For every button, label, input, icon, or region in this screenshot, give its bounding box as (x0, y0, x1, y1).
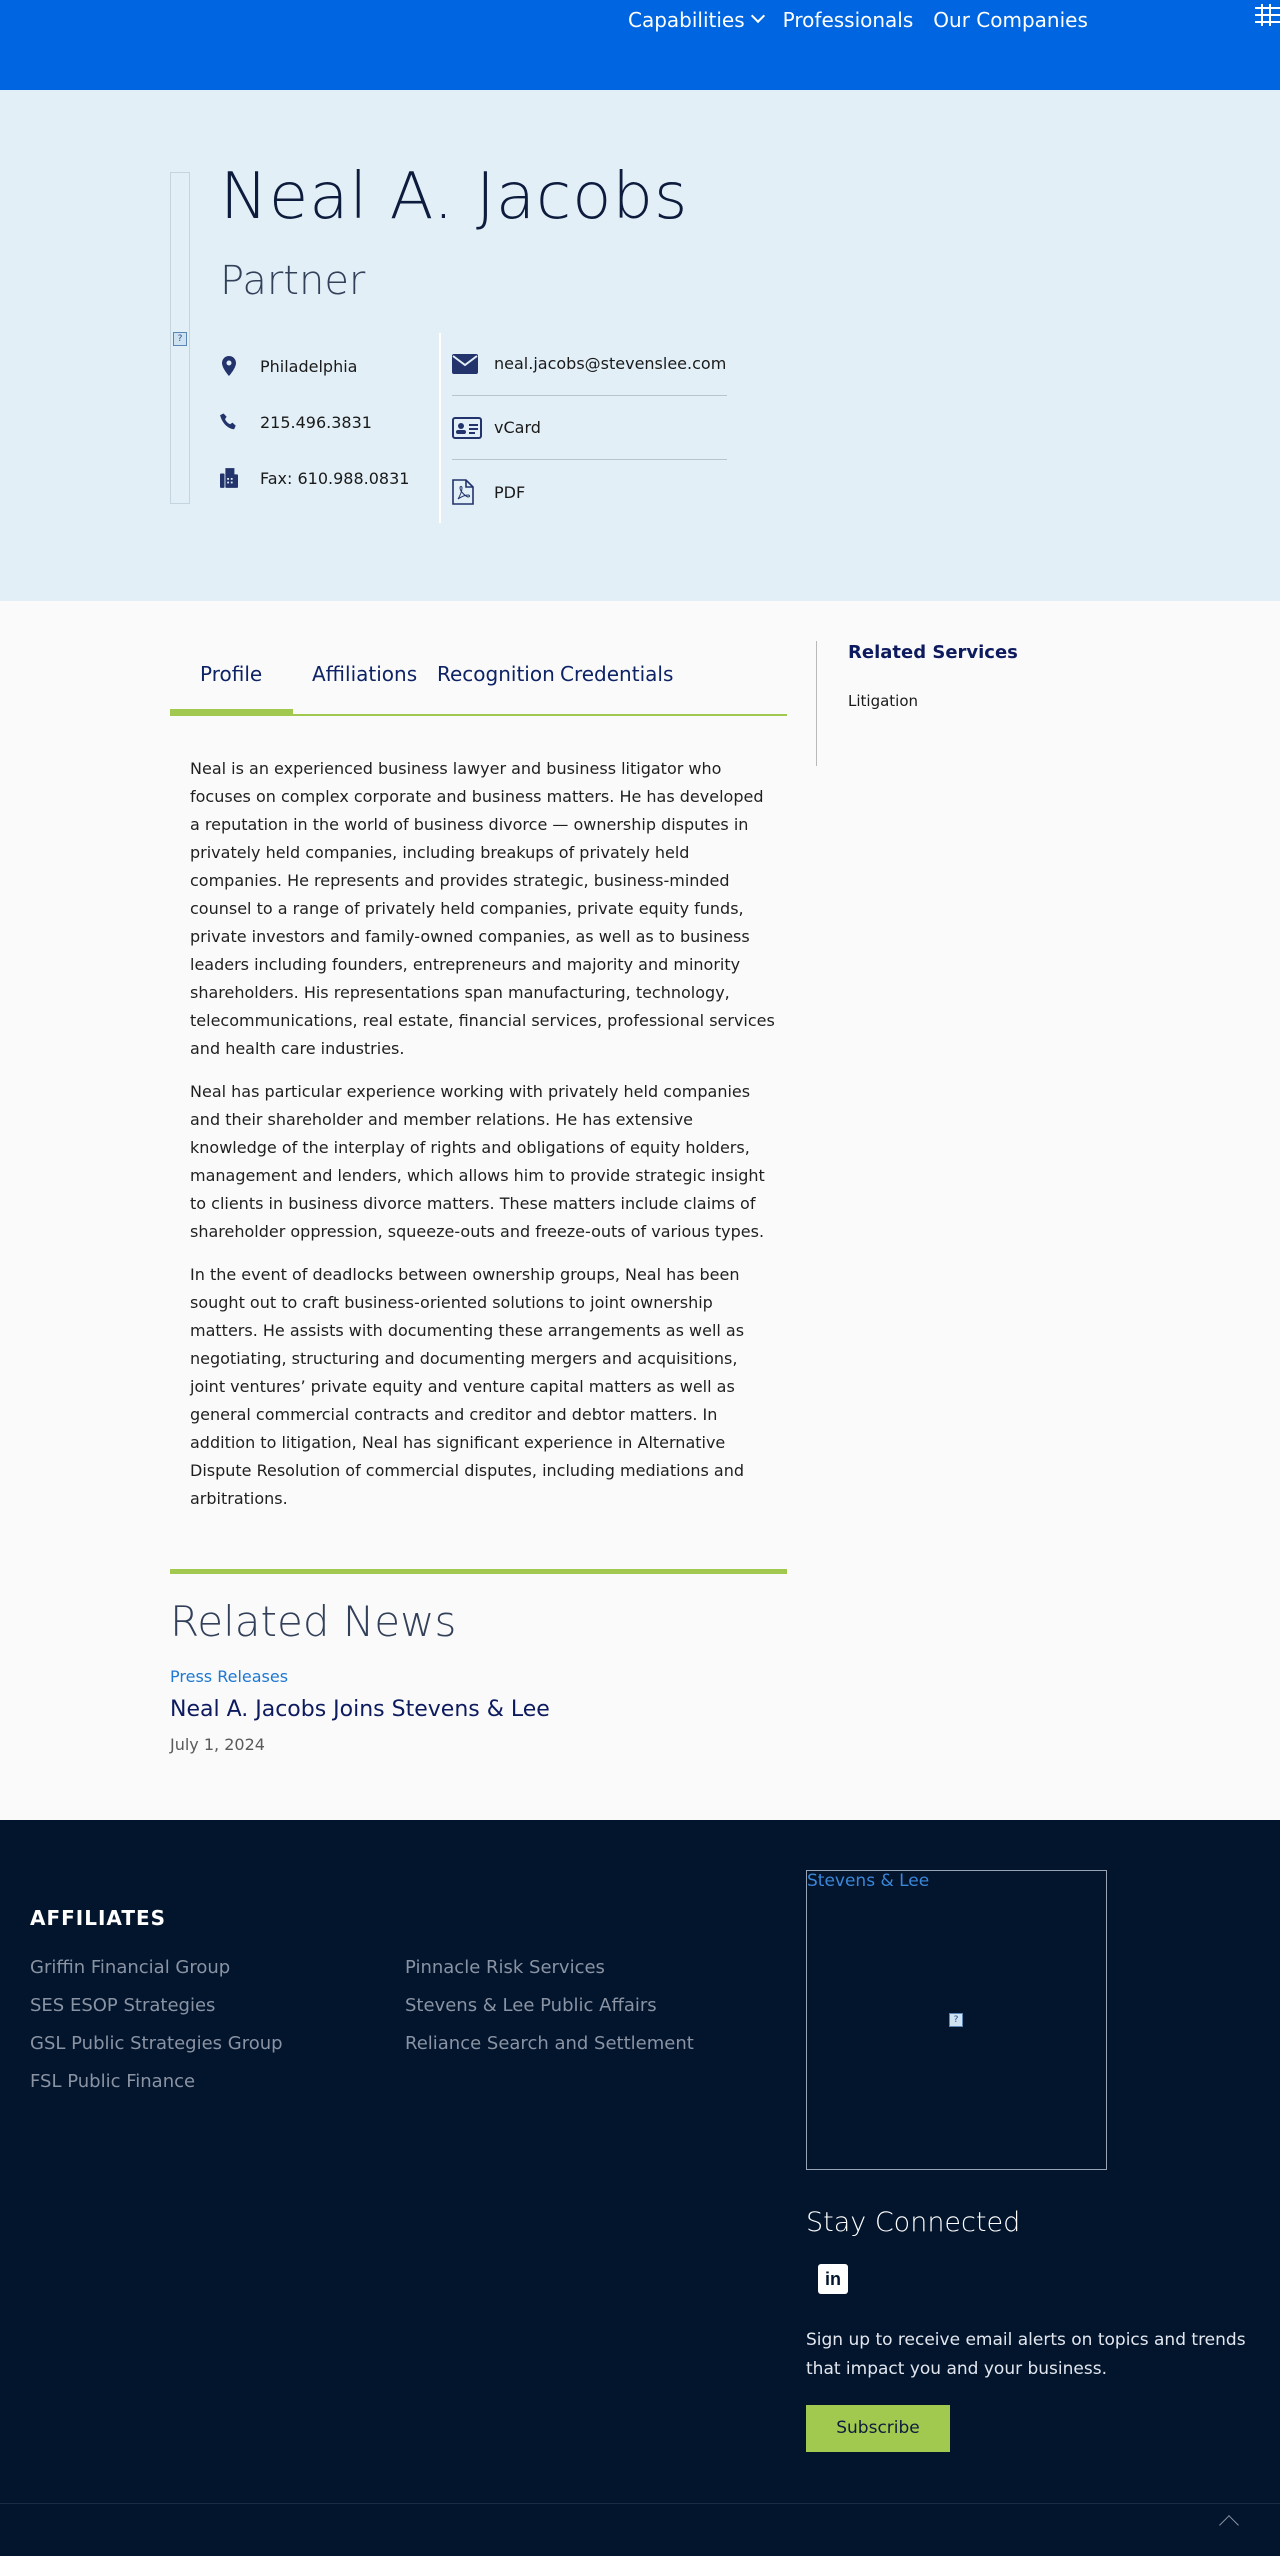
linkedin-icon[interactable]: in (818, 2264, 848, 2294)
phone-row[interactable] (220, 394, 409, 450)
location-text: Philadelphia (260, 356, 358, 376)
id-card-icon (452, 414, 482, 442)
email-link[interactable] (452, 332, 727, 396)
related-services-heading: Related Services (848, 642, 1018, 663)
footer-logo[interactable] (806, 1870, 1107, 2170)
tab-credentials[interactable]: Credentials (560, 662, 674, 686)
email-address: neal.jacobs@stevenslee.com (494, 354, 727, 373)
menu-icon[interactable] (1255, 4, 1280, 26)
profile-bio (190, 755, 775, 1528)
fax-row (220, 450, 409, 506)
affiliate-link[interactable]: GSL Public Strategies Group (30, 2033, 283, 2054)
nav-our-companies-label: Our Companies (933, 8, 1088, 32)
chevron-down-icon (751, 9, 765, 23)
phone-number: 215.496.3831 (260, 412, 372, 432)
profile-tabs (170, 640, 787, 716)
job-title: Partner (220, 258, 366, 304)
related-service-litigation[interactable]: Litigation (848, 692, 919, 710)
tab-recognition[interactable]: Recognition (437, 662, 555, 686)
main-nav (628, 8, 1108, 32)
affiliate-link[interactable]: Griffin Financial Group (30, 1957, 231, 1978)
contact-details (220, 338, 409, 506)
nav-our-companies[interactable] (933, 8, 1088, 32)
fax-icon (220, 467, 238, 489)
affiliates-heading: AFFILIATES (30, 1906, 167, 1930)
news-category[interactable]: Press Releases (170, 1667, 289, 1686)
tab-affiliations[interactable]: Affiliations (312, 662, 418, 686)
logo-alt-text: Stevens & Lee (807, 1871, 930, 1891)
nav-professionals[interactable] (783, 8, 914, 32)
news-date: July 1, 2024 (170, 1735, 265, 1754)
envelope-icon (452, 350, 482, 378)
pdf-link[interactable] (452, 460, 727, 524)
affiliate-link[interactable]: Stevens & Lee Public Affairs (405, 1995, 657, 2016)
map-pin-icon (220, 355, 238, 377)
affiliate-link[interactable]: FSL Public Finance (30, 2071, 196, 2092)
location-row (220, 338, 409, 394)
news-title-link[interactable]: Neal A. Jacobs Joins Stevens & Lee (170, 1697, 550, 1722)
nav-capabilities-label: Capabilities (628, 8, 745, 32)
broken-image-icon: ? (949, 2013, 963, 2027)
footer-divider (0, 2503, 1280, 2504)
active-tab-indicator (170, 709, 293, 715)
profile-photo (170, 172, 190, 504)
fax-number: Fax: 610.988.0831 (260, 468, 410, 488)
broken-image-icon: ? (173, 332, 187, 346)
bio-paragraph: In the event of deadlocks between ownership groups, Neal has been sought out to craft business-oriented solutions to joint ownership matters. He assists with documenting these arrangements as well as negotiating, structuring and documenting mergers and acquisitions, joint ventures’ private equity and venture capital matters as well as general commercial contracts and creditor and debtor matters. In addition to litigation, Neal has significant experience in Alternative Dispute Resolution of commercial disputes, including mediations and arbitrations. (190, 1265, 745, 1508)
sidebar-divider (816, 641, 817, 766)
bio-paragraph: Neal is an experienced business lawyer and business litigator who focuses on complex corporate and business matters. He has developed a reputation in the world of business divorce — ownership disputes in privately held companies, including breakups of privately held companies. He represents and provides strategic, business-minded counsel to a range of privately held companies, private equity funds, private investors and family-owned companies, as well as to business leaders including founders, entrepreneurs and majority and minority shareholders. His representations span manufacturing, technology, telecommunications, real estate, financial services, professional services and health care industries. (190, 759, 775, 1058)
affiliate-link[interactable]: Reliance Search and Settlement (405, 2033, 694, 2054)
vcard-link[interactable] (452, 396, 727, 460)
nav-capabilities[interactable] (628, 8, 763, 32)
subscribe-button[interactable]: Subscribe (806, 2405, 950, 2452)
related-news-heading: Related News (170, 1597, 457, 1646)
page-title: Neal A. Jacobs (220, 160, 689, 234)
contact-links (452, 332, 727, 524)
nav-professionals-label: Professionals (782, 8, 914, 32)
affiliate-link[interactable]: SES ESOP Strategies (30, 1995, 216, 2016)
pdf-file-icon (452, 478, 482, 506)
vcard-label: vCard (494, 418, 541, 437)
affiliate-link[interactable]: Pinnacle Risk Services (405, 1957, 605, 1978)
contact-divider (439, 333, 441, 523)
pdf-label: PDF (494, 482, 526, 502)
stay-connected-heading: Stay Connected (806, 2207, 1021, 2238)
bio-paragraph: Neal has particular experience working with privately held companies and their shareholder and member relations. He has extensive knowledge of the interplay of rights and obligations of equity holders, management and lenders, which allows him to provide strategic insight to clients in business divorce matters. These matters include claims of shareholder oppression, squeeze-outs and freeze-outs of various types. (190, 1082, 765, 1241)
section-divider (170, 1569, 787, 1574)
phone-icon (220, 411, 238, 433)
signup-text: Sign up to receive email alerts on topics and trends that impact you and your business. (806, 2330, 1246, 2379)
top-navigation-bar (0, 0, 1280, 90)
tab-profile[interactable]: Profile (200, 662, 263, 686)
